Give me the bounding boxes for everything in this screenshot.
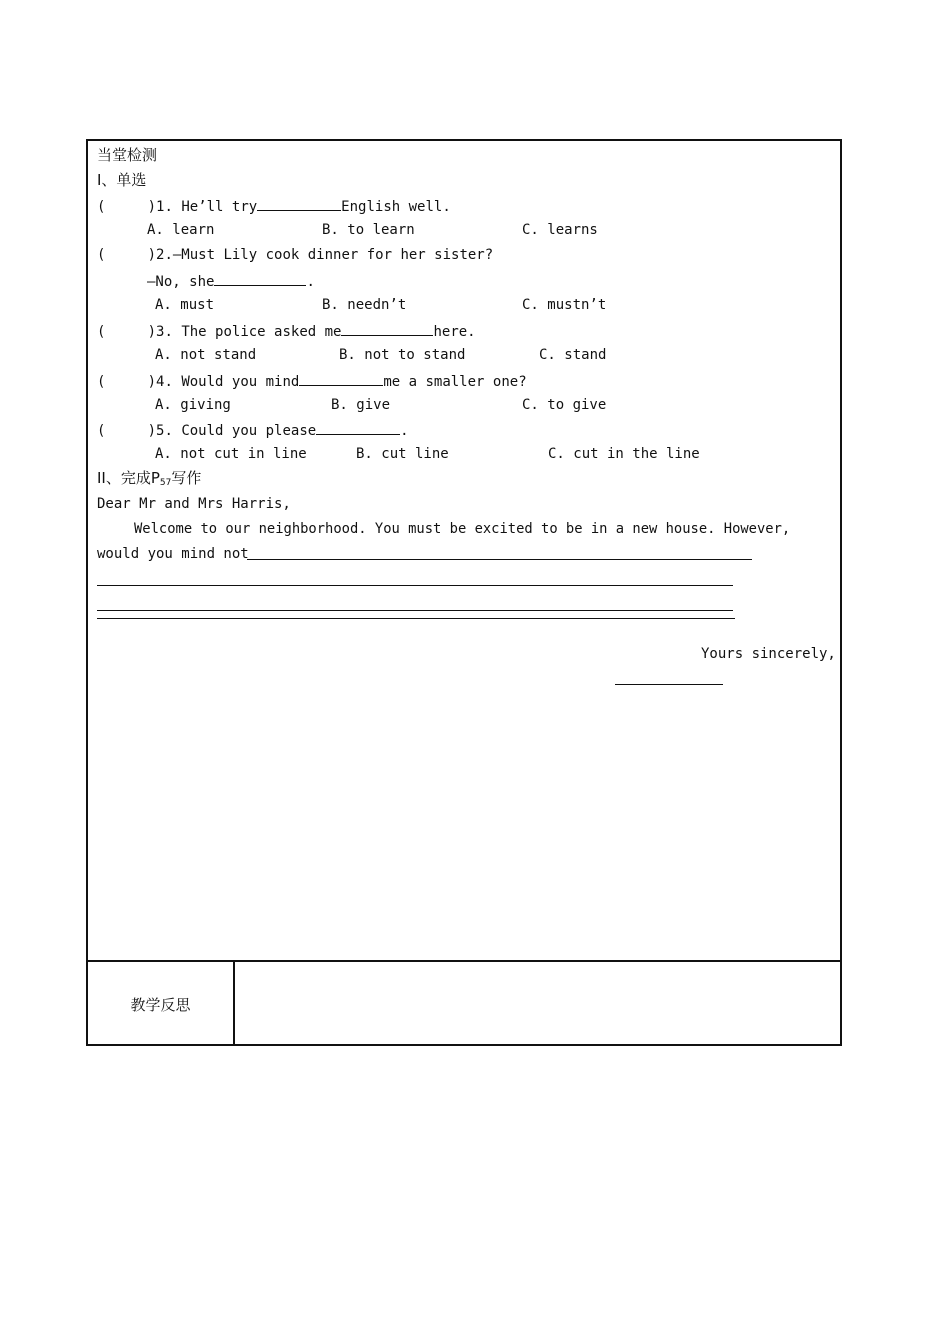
option-a: A. learn [147, 222, 215, 238]
section2-heading [97, 469, 201, 492]
option-b: B. cut line [356, 446, 449, 462]
question-number: 5. [156, 423, 173, 439]
reflection-label: 教学反思 [130, 995, 191, 1014]
answer-paren: ( ) [97, 423, 157, 439]
question-2 [97, 246, 493, 264]
question-number: 4. [156, 374, 173, 390]
letter-body-line-2: would you mind not [97, 546, 249, 562]
section-title: 当堂检测 [97, 146, 158, 164]
question-stem: Could you please [181, 423, 317, 439]
question-4 [97, 371, 527, 391]
answer-blank[interactable] [257, 196, 341, 211]
question-stem-end: English well. [341, 199, 451, 215]
question-stem: He’ll try [181, 199, 258, 215]
option-a: A. must [155, 297, 215, 313]
question-number: 3. [156, 324, 173, 340]
page-number: 57 [159, 478, 172, 488]
option-a: A. not stand [155, 347, 257, 363]
heading-text: 写作 [171, 469, 202, 487]
answer-blank[interactable] [341, 321, 433, 336]
option-a: A. giving [155, 397, 231, 413]
letter-closing: Yours sincerely, [701, 646, 836, 662]
question-number: 2. [156, 247, 173, 263]
answer-blank[interactable] [214, 271, 306, 286]
question-stem: Would you mind [181, 374, 300, 390]
writing-line[interactable] [97, 618, 735, 619]
option-b: B. to learn [322, 222, 415, 238]
writing-line[interactable] [247, 559, 752, 560]
question-2-reply [147, 271, 315, 291]
writing-line[interactable] [97, 585, 733, 586]
question-stem: —No, she [147, 274, 215, 290]
option-b: B. give [331, 397, 391, 413]
option-a: A. not cut in line [155, 446, 307, 462]
question-stem-end: . [306, 274, 315, 290]
question-1 [97, 196, 451, 216]
question-stem-end: . [400, 423, 409, 439]
question-number: 1. [156, 199, 173, 215]
question-stem: The police asked me [181, 324, 342, 340]
section1-heading: I、单选 [97, 171, 147, 189]
reflection-label-cell [88, 962, 235, 1046]
question-stem-end: me a smaller one? [383, 374, 527, 390]
option-b: B. not to stand [339, 347, 466, 363]
question-5 [97, 420, 409, 440]
question-stem: —Must Lily cook dinner for her sister? [172, 247, 494, 263]
question-stem-end: here. [433, 324, 476, 340]
reflection-content[interactable] [235, 962, 840, 1046]
worksheet-table [86, 139, 842, 1046]
signature-line[interactable] [615, 684, 723, 685]
answer-paren: ( ) [97, 247, 157, 263]
option-c: C. cut in the line [548, 446, 700, 462]
page-ref: P [150, 469, 160, 487]
question-3 [97, 321, 476, 341]
answer-paren: ( ) [97, 374, 157, 390]
answer-blank[interactable] [299, 371, 383, 386]
option-c: C. mustn’t [522, 297, 607, 313]
heading-text: II、完成 [97, 469, 151, 487]
test-cell [88, 141, 840, 962]
answer-paren: ( ) [97, 324, 157, 340]
answer-paren: ( ) [97, 199, 157, 215]
option-b: B. needn’t [322, 297, 407, 313]
answer-blank[interactable] [316, 420, 400, 435]
option-c: C. stand [539, 347, 607, 363]
letter-greeting: Dear Mr and Mrs Harris, [97, 496, 291, 512]
reflection-row [88, 962, 840, 1046]
option-c: C. to give [522, 397, 607, 413]
writing-line[interactable] [97, 610, 733, 611]
option-c: C. learns [522, 222, 598, 238]
letter-body-line-1: Welcome to our neighborhood. You must be excited to be in a new house. However, [134, 521, 791, 537]
